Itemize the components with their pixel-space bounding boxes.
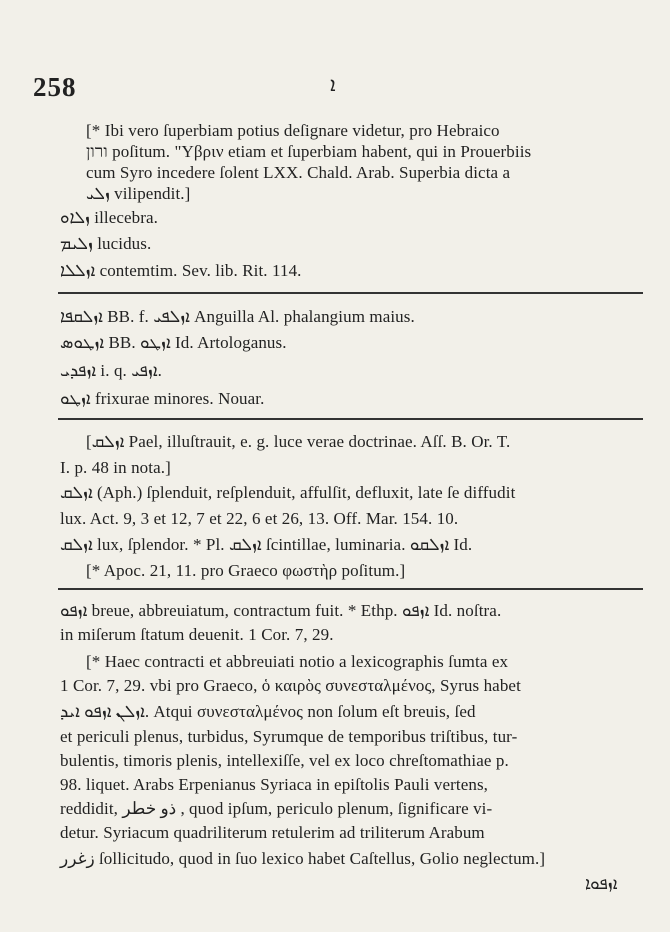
text-line: reddidit, ذو خطر , quod ipſum, periculo plenum, ſignificare vi- [60, 799, 493, 818]
text-line: [* Haec contracti et abbreuiati notio a lexicographis ſumta ex [86, 652, 509, 671]
entry-line: ܙܠܐܘ illecebra. [60, 208, 159, 227]
entry-line: ܐܙܦܕܝ i. q. ܐܙܦܝ. [60, 361, 162, 380]
entry-line: ܐܙܠܠܐ contemtim. Sev. lib. Rit. 114. [60, 261, 302, 280]
text-line: [* Apoc. 21, 11. pro Graeco φωστὴρ poſitum.] [86, 561, 406, 580]
text-line: I. p. 48 in nota.] [60, 458, 171, 477]
entry-line: ܐܙܦܘ breue, abbreuiatum, contractum fuit. * Ethp. ܐܙܦܘ Id. noſtra. [60, 601, 502, 620]
entry-line: ܐܙܠܩ lux, ſplendor. * Pl. ܐܙܠܩ ſcintillae, luminaria. ܐܙܠܩܘ Id. [60, 535, 473, 554]
entry-line: ܐܙܠܩܦܐ BB. f. ܐܙܠܦܝ Anguilla Al. phalangium maius. [60, 307, 415, 326]
text-line: bulentis, timoris plenis, intellexiſſe, vel ex loco chreſtomathiae p. [60, 751, 509, 770]
page-number: 258 [33, 72, 77, 102]
text-line: 1 Cor. 7, 29. vbi pro Graeco, ὁ καιρὸς συνεσταλμένος, Syrus habet [60, 676, 521, 695]
text-line: [ܐܙܠܩ Pael, illuſtrauit, e. g. luce verae doctrinae. Aſſ. B. Or. T. [86, 432, 511, 451]
entry-line: ܐܙܛܘܣ BB. ܐܙܛܘ Id. Artologanus. [60, 333, 287, 352]
running-head: ܐ [330, 74, 336, 96]
text-line: زغرر ſollicitudo, quod in ſuo lexico habet Caſtellus, Golio neglectum.] [60, 849, 546, 868]
text-line: ܙܠܝ vilipendit.] [86, 184, 191, 203]
text-line: ܐܙܠܢ ܐܙܦܘ ܐܝܕ. Atqui συνεσταλμένος non ſolum eſt breuis, ſed [60, 702, 476, 721]
text-line: detur. Syriacum quadriliterum retulerim ad triliterum Arabum [60, 823, 485, 842]
text-line: lux. Act. 9, 3 et 12, 7 et 22, 6 et 26, 13. Off. Mar. 154. 10. [60, 509, 459, 528]
text-line: in miſerum ſtatum deuenit. 1 Cor. 7, 29. [60, 625, 334, 644]
entry-line: ܙܠܝܡ lucidus. [60, 234, 152, 253]
catchword: ܐܙܦܘܐ [585, 874, 618, 893]
entry-line: ܐܙܛܘ frixurae minores. Nouar. [60, 389, 265, 408]
section-divider [58, 418, 643, 420]
text-line: ורון poſitum. "Υβριν etiam et ſuperbiam habent, qui in Prouerbiis [86, 142, 532, 161]
text-line: cum Syro incedere ſolent LXX. Chald. Arab. Superbia dicta a [86, 163, 511, 182]
text-line: [* Ibi vero ſuperbiam potius deſignare videtur, pro Hebraico [86, 121, 500, 140]
text-line: 98. liquet. Arabs Erpenianus Syriaca in epiſtolis Pauli vertens, [60, 775, 489, 794]
section-divider [58, 588, 643, 590]
entry-line: ܐܙܠܩ (Aph.) ſplenduit, reſplenduit, affulſit, defluxit, late ſe diffudit [60, 483, 516, 502]
section-divider [58, 292, 643, 294]
text-line: et periculi plenus, turbidus, Syrumque de temporibus triſtibus, tur- [60, 727, 518, 746]
